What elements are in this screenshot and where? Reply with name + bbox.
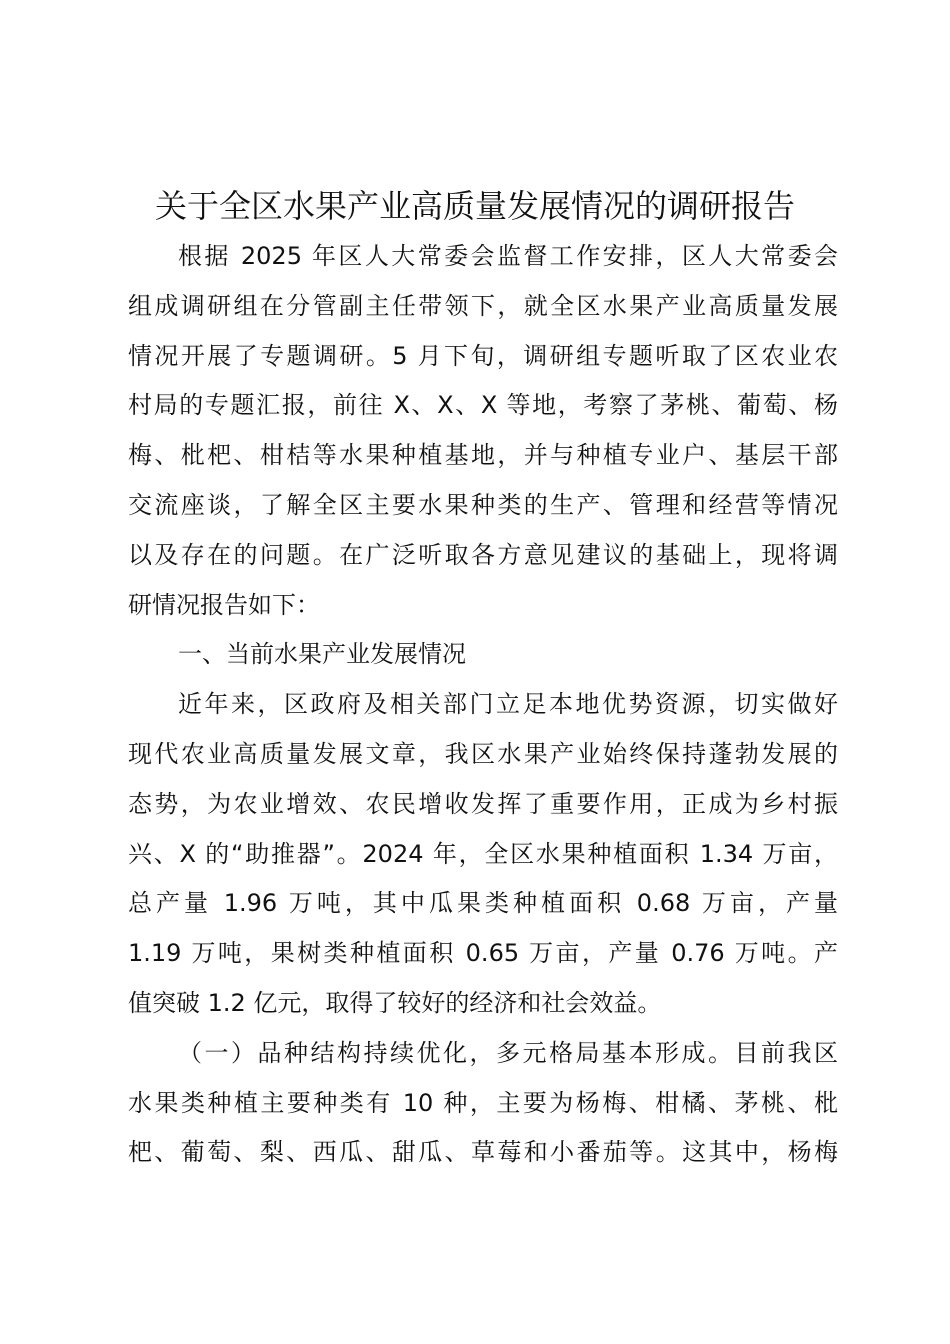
document-title: 关于全区水果产业高质量发展情况的调研报告 — [154, 187, 795, 225]
paragraph-line: 总产量 1.96 万吨，其中瓜果类种植面积 0.68 万亩，产量 — [128, 889, 838, 918]
paragraph-line: 梅、枇杷、柑桔等水果种植基地，并与种植专业户、基层干部 — [128, 441, 838, 470]
paragraph-line: 根据 2025 年区人大常委会监督工作安排，区人大常委会 — [178, 242, 838, 270]
paragraph-line: 现代农业高质量发展文章，我区水果产业始终保持蓬勃发展的 — [128, 739, 838, 768]
paragraph-line: （一）品种结构持续优化，多元格局基本形成。目前我区 — [178, 1038, 838, 1067]
document-body — [128, 232, 838, 1178]
paragraph-line: 1.19 万吨，果树类种植面积 0.65 万亩，产量 0.76 万吨。产 — [128, 939, 838, 968]
paragraph-line: 情况开展了专题调研。5 月下旬，调研组专题听取了区农业农 — [128, 341, 838, 370]
paragraph-line: 一、当前水果产业发展情况 — [178, 640, 466, 669]
paragraph-line: 村局的专题汇报，前往 X、X、X 等地，考察了茅桃、葡萄、杨 — [128, 391, 838, 420]
paragraph-line: 组成调研组在分管副主任带领下，就全区水果产业高质量发展 — [128, 291, 838, 320]
paragraph-line: 值突破 1.2 亿元，取得了较好的经济和社会效益。 — [128, 988, 662, 1017]
paragraph-line: 交流座谈，了解全区主要水果种类的生产、管理和经营等情况 — [128, 490, 838, 519]
paragraph-line: 态势，为农业增效、农民增收发挥了重要作用，正成为乡村振 — [128, 789, 838, 818]
paragraph-line: 兴、X 的“助推器”。2024 年，全区水果种植面积 1.34 万亩， — [128, 839, 838, 868]
paragraph-line: 以及存在的问题。在广泛听取各方意见建议的基础上，现将调 — [128, 540, 838, 569]
paragraph-line: 水果类种植主要种类有 10 种，主要为杨梅、柑橘、茅桃、枇 — [128, 1088, 838, 1117]
paragraph-line: 研情况报告如下： — [128, 590, 320, 619]
paragraph-line: 杷、葡萄、梨、西瓜、甜瓜、草莓和小番茄等。这其中，杨梅 — [128, 1138, 838, 1167]
paragraph-line: 近年来，区政府及相关部门立足本地优势资源，切实做好 — [178, 690, 838, 719]
